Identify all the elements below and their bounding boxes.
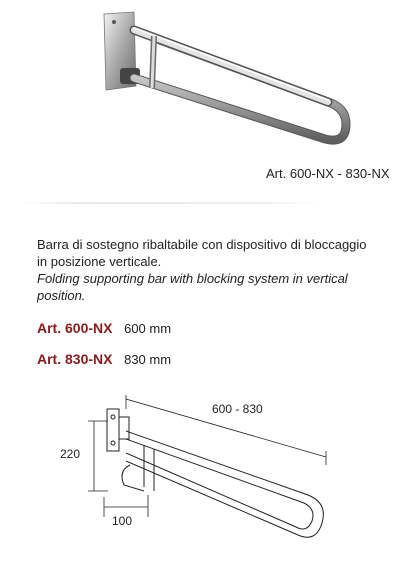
depth-dimension-label: 100: [112, 514, 133, 528]
model-code: Art. 600-NX: [37, 320, 113, 336]
model-code: Art. 830-NX: [37, 351, 113, 367]
technical-drawing: [60, 395, 350, 569]
product-photo: [90, 0, 360, 160]
description-italian: Barra di sostegno ribaltabile con dispositivo di bloccaggio in posizione verticale.: [37, 237, 367, 269]
model-row-600: [37, 320, 171, 336]
article-range-caption: Art. 600-NX - 830-NX: [266, 166, 390, 181]
model-size: 830 mm: [124, 352, 172, 367]
height-dimension-label: 220: [60, 447, 81, 461]
section-divider: [20, 202, 320, 204]
width-dimension-label: 600 - 830: [212, 402, 263, 416]
model-size: 600 mm: [124, 321, 172, 336]
model-row-830: [37, 351, 171, 367]
description-english: Folding supporting bar with blocking system in vertical position.: [37, 271, 348, 303]
product-description: [37, 236, 377, 304]
